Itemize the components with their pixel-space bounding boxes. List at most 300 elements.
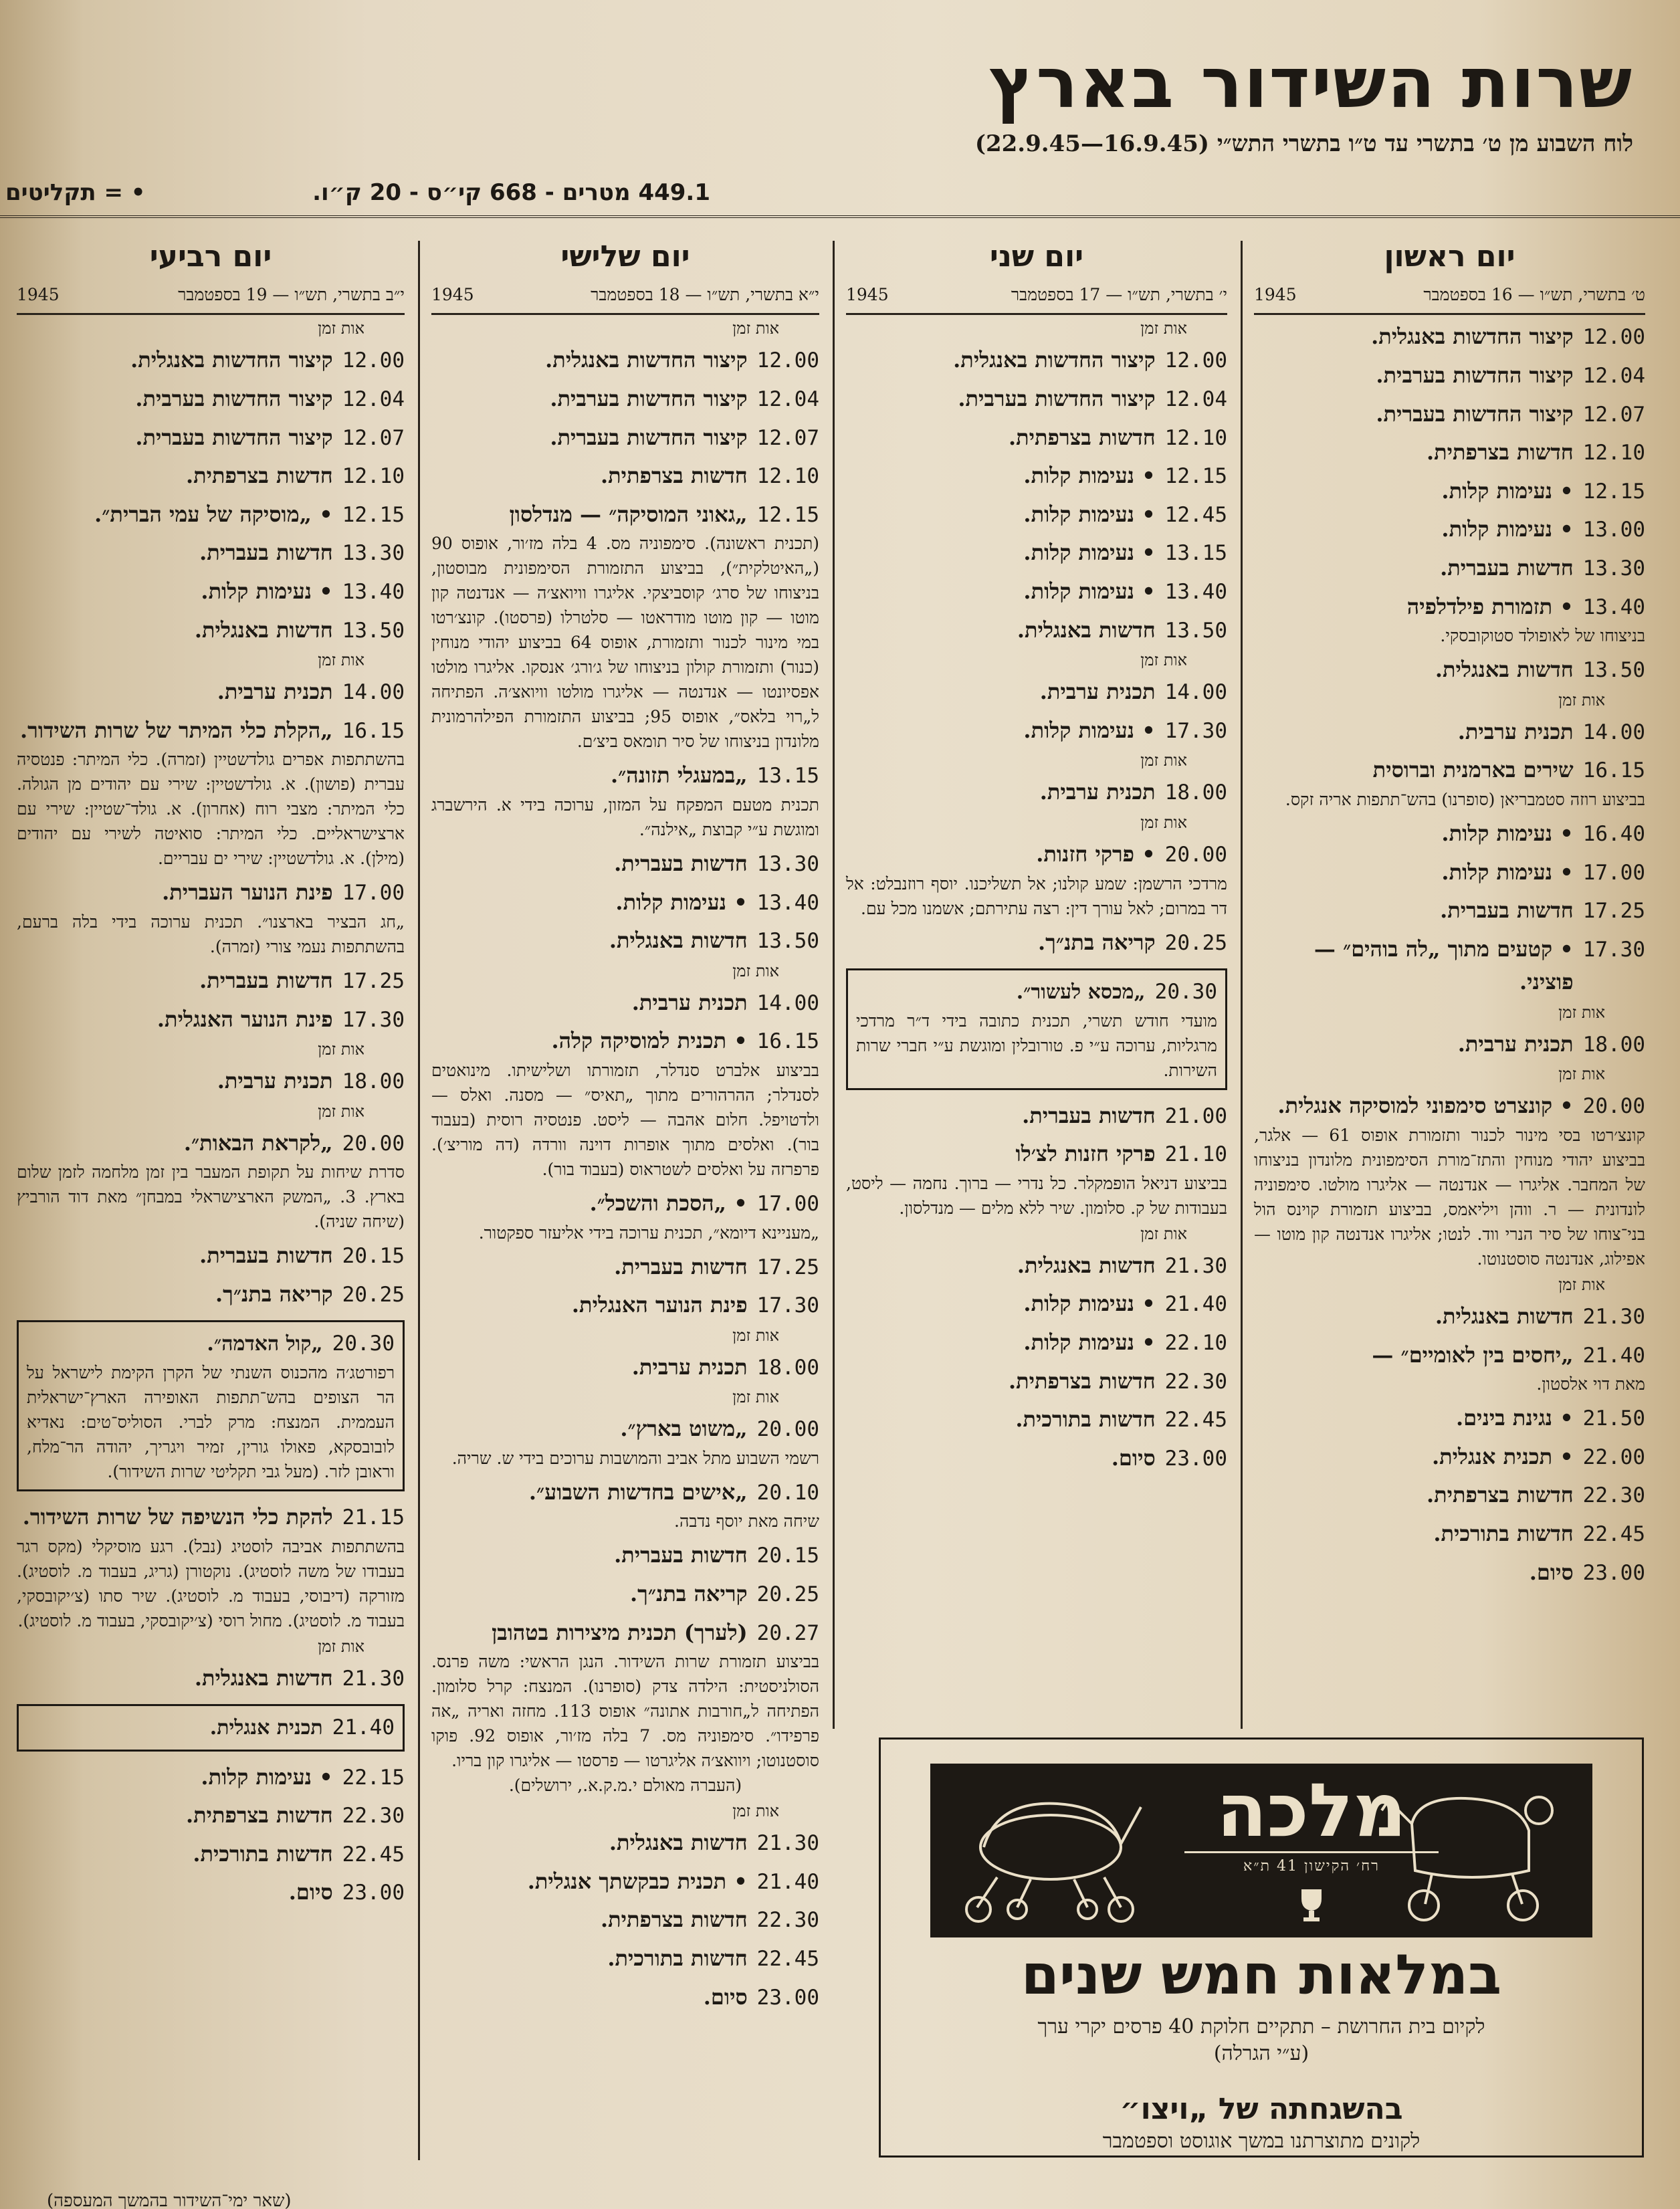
program-details: בביצוע תזמורת שרות השידור. הנגן הראשי: משה פרנס. הסולניסטית: הילדה צדק (סופרנו). המנצח: קרל סלומון. הפתיחה ל„חורבות אתונה״ אופוס 113. מחזה ואריה „אה פרפידו״. סימפוניה מס. 7 בלה מז׳ור, אופוס 92. פוקו סוסטנוטו; ויוואצ׳ה אליגרטו — פרסטו — אליגרו קון בריו. xyxy=(431,1652,819,1771)
program-entry xyxy=(431,1616,819,1774)
program-entry xyxy=(431,986,819,1020)
program-entry xyxy=(17,1876,405,1909)
time-signal: אות זמן xyxy=(1558,1065,1605,1084)
program-time: 21.40 xyxy=(1582,1343,1645,1368)
program-title: „משוט בארץ״. xyxy=(620,1416,748,1442)
program-details: (תכנית ראשונה). סימפוניה מס. 4 בלה מז׳ור, אופוס 90 („האיטלקית״), בביצוע התזמורת הסימפונית מבוסטון, בניצוחו של סרג׳ קוסביצקי. אליגרו וויואצ׳ה — אנדנטה קון מוטו — קון מוטו מודראטו — סלטרלו (פרסטו). קונצ׳רטו במי מינור לכנור ותזמורת, אופוס 64 בביצוע יהודי מנוחין (כנור) ותזמורת קולון בניצוחו של ג׳ורג׳ אנסקו. אליגרו מולטו אפסיונטו — אנדנטה — אליגרו מולטו וויואצ׳ה. הפתיחה ל„רוי בלאס״, אופוס 95; בביצוע התזמורת הפילהרמונית מלונדון בניצוחו של סיר תומאס ביצ׳ם. xyxy=(431,534,820,752)
program-entry xyxy=(846,1138,1227,1221)
program-line xyxy=(17,1239,405,1273)
program-title: קריאה בתנ״ך. xyxy=(1037,929,1156,955)
stroller-illustration-right xyxy=(1378,1784,1566,1924)
program-title: חדשות בעברית. xyxy=(614,850,748,876)
program-entry xyxy=(1254,320,1645,354)
program-line xyxy=(846,383,1227,416)
time-signal: אות זמן xyxy=(1558,690,1605,710)
program-entry xyxy=(1254,1028,1645,1061)
program-title: חדשות בעברית. xyxy=(199,540,333,566)
time-signal: אות זמן xyxy=(318,1040,364,1059)
program-line xyxy=(1254,398,1645,431)
program-time: 20.25 xyxy=(342,1282,405,1307)
program-line xyxy=(856,976,1217,1009)
program-time: 13.50 xyxy=(756,929,819,954)
program-entry xyxy=(846,675,1227,709)
program-entry xyxy=(846,1403,1227,1437)
date-year: 1945 xyxy=(1254,285,1297,305)
program-line xyxy=(1254,1028,1645,1061)
program-title: תכנית ערבית. xyxy=(1039,679,1156,705)
time-signal: אות זמן xyxy=(732,319,779,338)
program-line xyxy=(846,1138,1227,1171)
program-title: חדשות בצרפתית. xyxy=(600,1907,748,1933)
program-time: 21.50 xyxy=(1582,1406,1645,1431)
program-entry xyxy=(17,1501,405,1633)
program-time: 21.30 xyxy=(1582,1305,1645,1330)
program-line xyxy=(1254,856,1645,889)
program-details: בניצוחו של לאופולד סטוקובסקי. xyxy=(1440,626,1645,646)
program-line xyxy=(846,459,1227,493)
program-time: 18.00 xyxy=(1164,780,1227,805)
program-line xyxy=(1254,436,1645,469)
program-line xyxy=(846,1249,1227,1283)
program-title: פינת הנוער האנגלית. xyxy=(571,1292,748,1318)
program-title: • נעימות קלות. xyxy=(1023,463,1156,489)
program-line xyxy=(1254,1339,1645,1372)
program-details: בביצוע רוזה סטמבריאן (סופרנו) בהש־תתפות אריה זקס. xyxy=(1285,789,1645,809)
program-title: • נעימות קלות. xyxy=(1023,1329,1156,1355)
program-entry xyxy=(431,1865,819,1899)
program-title: שירים בארמנית וברוסית xyxy=(1372,757,1574,783)
time-signal: אות זמן xyxy=(318,1101,364,1121)
program-entry xyxy=(846,536,1227,570)
program-entry xyxy=(846,344,1227,377)
program-line xyxy=(17,1501,405,1534)
program-entry xyxy=(846,926,1227,960)
program-entry xyxy=(431,759,819,842)
program-line xyxy=(17,1799,405,1832)
program-entry xyxy=(431,1025,819,1182)
program-title: „אישים בחדשות השבוע״. xyxy=(528,1479,748,1505)
program-entry xyxy=(17,1003,405,1037)
date-hebrew: י״א בתשרי, תש״ו — 18 בספטמבר xyxy=(591,285,819,305)
program-time: 17.30 xyxy=(756,1293,819,1318)
program-time: 22.30 xyxy=(1164,1369,1227,1394)
program-line xyxy=(1254,320,1645,354)
program-line xyxy=(846,575,1227,609)
date-hebrew: י״ב בתשרי, תש״ו — 19 בספטמבר xyxy=(178,285,405,305)
program-title: • תזמורת פילדלפיה xyxy=(1406,593,1574,619)
program-line xyxy=(431,1826,819,1860)
program-line xyxy=(431,924,819,958)
program-time: 13.40 xyxy=(342,579,405,604)
program-entry xyxy=(431,1476,819,1534)
program-entry xyxy=(1254,894,1645,928)
program-time: 17.25 xyxy=(756,1255,819,1279)
program-line xyxy=(431,1942,819,1976)
program-title: קיצור החדשות באנגלית. xyxy=(545,347,748,373)
program-line xyxy=(431,1251,819,1284)
program-time: 12.10 xyxy=(342,464,405,489)
program-line xyxy=(17,498,405,532)
program-title: קיצור החדשות באנגלית. xyxy=(130,347,333,373)
day-column xyxy=(17,241,405,1909)
program-details: תכנית מטעם המפקח על המזון, ערוכה בידי א. הירשברג ומוגשת ע״י קבוצת „אילנה״. xyxy=(431,795,819,839)
program-line xyxy=(17,675,405,709)
program-entry xyxy=(1254,1517,1645,1551)
program-line xyxy=(17,1876,405,1909)
program-line xyxy=(17,421,405,455)
program-title: קיצור החדשות באנגלית. xyxy=(953,347,1156,373)
program-title: להקת כלי הנשיפה של שרות השידור. xyxy=(22,1503,333,1530)
program-line xyxy=(17,714,405,748)
program-title: (לערך) תכנית מיצירות בטהובן xyxy=(492,1619,748,1645)
program-time: 12.45 xyxy=(1164,502,1227,527)
program-title: חדשות בצרפתית. xyxy=(185,463,333,489)
program-title: • נעימות קלות. xyxy=(1441,859,1574,885)
program-time: 13.40 xyxy=(1582,595,1645,619)
program-line xyxy=(846,838,1227,871)
program-line xyxy=(846,498,1227,532)
program-time: 12.04 xyxy=(342,387,405,411)
program-entry xyxy=(17,344,405,377)
program-line xyxy=(17,1761,405,1794)
program-line xyxy=(27,1328,395,1360)
date-year: 1945 xyxy=(17,285,60,305)
program-title: • נעימות קלות. xyxy=(1441,478,1574,504)
program-line xyxy=(431,1412,819,1446)
day-date xyxy=(431,285,819,315)
program-time: 20.25 xyxy=(756,1582,819,1607)
program-time: 17.00 xyxy=(1582,860,1645,885)
day-date xyxy=(846,285,1227,315)
program-time: 20.00 xyxy=(1164,842,1227,867)
program-entry xyxy=(1254,716,1645,749)
program-line xyxy=(1254,817,1645,851)
program-title: חדשות באנגלית. xyxy=(1017,617,1156,643)
time-signal: אות זמן xyxy=(732,961,779,980)
program-line xyxy=(1254,933,1645,999)
program-title: • נעימות קלות. xyxy=(201,578,333,604)
program-line xyxy=(1254,1402,1645,1435)
program-entry xyxy=(431,924,819,958)
program-title: חדשות באנגלית. xyxy=(1017,1252,1156,1278)
program-details: „מעניינא דיומא״, תכנית ערוכה בידי אליעזר ספקטור. xyxy=(478,1223,819,1243)
program-entry xyxy=(431,847,819,881)
program-details: מאת דוי אלסטון. xyxy=(1536,1374,1645,1394)
time-signal: אות זמן xyxy=(1558,1275,1605,1295)
program-title: פינת הנוער האנגלית. xyxy=(156,1006,333,1032)
program-entry xyxy=(431,1187,819,1245)
time-signal: אות זמן xyxy=(1140,813,1187,832)
program-title: חדשות בצרפתית. xyxy=(1008,424,1156,450)
program-line xyxy=(17,575,405,609)
program-line xyxy=(17,459,405,493)
program-title: • נגינת בינים. xyxy=(1455,1405,1574,1431)
ad-prize-line: לקיום בית החרושת – תתקיים חלוקת 40 פרסים יקרי ערך xyxy=(1037,2015,1485,2038)
day-date xyxy=(17,285,405,315)
program-line xyxy=(17,614,405,647)
program-time: 16.15 xyxy=(1582,758,1645,783)
ad-headline: במלאות חמש שנים xyxy=(1021,1943,1502,2007)
program-time: 12.07 xyxy=(342,425,405,450)
ad-supervision: בהשגחתה של „ויצו״ xyxy=(1120,2092,1403,2126)
program-line xyxy=(1254,591,1645,624)
program-title: חדשות בתורכית. xyxy=(1433,1521,1574,1547)
time-signal: אות זמן xyxy=(1558,1003,1605,1022)
column-divider xyxy=(833,241,835,1729)
program-line xyxy=(846,1326,1227,1360)
program-time: 21.15 xyxy=(342,1505,405,1530)
program-entry xyxy=(431,1251,819,1284)
program-entry xyxy=(431,383,819,416)
program-title: קיצור החדשות בערבית. xyxy=(550,385,748,411)
program-entry xyxy=(1254,552,1645,585)
program-time: 16.40 xyxy=(1582,821,1645,846)
program-title: פרקי חזנות לצ׳לו xyxy=(1015,1141,1156,1167)
column-divider xyxy=(418,241,420,2160)
program-time: 23.00 xyxy=(1582,1560,1645,1585)
program-title: חדשות בתורכית. xyxy=(1015,1406,1156,1433)
program-title: • „מוסיקה של עמי הברית״. xyxy=(94,501,333,527)
program-entry xyxy=(846,838,1227,921)
program-line xyxy=(431,1539,819,1572)
program-line xyxy=(17,1003,405,1037)
program-title: חדשות בעברית. xyxy=(1440,554,1574,581)
program-time: 23.00 xyxy=(342,1881,405,1905)
program-entry xyxy=(1254,1402,1645,1435)
program-time: 20.10 xyxy=(756,1480,819,1505)
program-time: 12.00 xyxy=(1164,348,1227,373)
program-time: 12.15 xyxy=(342,502,405,527)
program-title: סיום. xyxy=(288,1879,333,1905)
program-title: חדשות באנגלית. xyxy=(1435,657,1574,683)
program-title: • נעימות קלות. xyxy=(1023,540,1156,566)
program-time: 14.00 xyxy=(1582,720,1645,744)
program-title: חדשות בצרפתית. xyxy=(185,1802,333,1828)
program-time: 21.40 xyxy=(332,1715,395,1740)
program-title: • נעימות קלות. xyxy=(201,1764,333,1790)
program-line xyxy=(1254,716,1645,749)
program-time: 12.07 xyxy=(1582,402,1645,427)
program-title: חדשות בעברית. xyxy=(1022,1102,1156,1128)
program-title: תכנית אנגלית. xyxy=(209,1716,323,1740)
program-title: סיום. xyxy=(1529,1559,1574,1585)
program-entry xyxy=(846,1365,1227,1398)
program-title: „לקראת הבאות״. xyxy=(183,1130,333,1156)
program-time: 14.00 xyxy=(342,680,405,705)
program-entry xyxy=(846,575,1227,609)
program-line xyxy=(431,1981,819,2014)
program-time: 17.25 xyxy=(1582,899,1645,924)
program-time: 20.15 xyxy=(756,1544,819,1568)
program-time: 23.00 xyxy=(756,1985,819,2010)
program-time: 21.30 xyxy=(756,1831,819,1856)
program-title: „גאוני המוסיקה״ — מנדלסון xyxy=(509,501,748,527)
program-title: • נעימות קלות. xyxy=(1441,516,1574,542)
program-entry xyxy=(431,1351,819,1384)
program-time: 14.00 xyxy=(1164,680,1227,705)
program-entry xyxy=(431,1539,819,1572)
program-entry xyxy=(846,459,1227,493)
program-line xyxy=(1254,513,1645,546)
program-details: רפורטג׳ה מהכנוס השנתי של הקרן הקימת לישראל על הר הצופים בהש־תתפות האופירה הארץ־ישראלית העממית. המנצח: מרק לברי. הסוליס־טים: נאדיא לובובסקא, פאולו גורין, זמיר ויגריך, יהודה הר־מלח, וראובן לזר. (מעל גבי תקליטי שרות השידור). xyxy=(27,1362,395,1481)
program-time: 13.30 xyxy=(342,541,405,566)
program-time: 12.10 xyxy=(1164,425,1227,450)
program-time: 20.30 xyxy=(332,1332,395,1356)
program-title: חדשות בעברית. xyxy=(1440,898,1574,924)
program-entry xyxy=(1254,1089,1645,1271)
program-time: 22.30 xyxy=(342,1804,405,1828)
program-line xyxy=(27,1711,395,1744)
program-line xyxy=(17,344,405,377)
day-column xyxy=(846,241,1227,1475)
program-entry xyxy=(846,1099,1227,1133)
program-title: • קונצרט סימפוני למוסיקה אנגלית. xyxy=(1277,1093,1574,1119)
program-title: קריאה בתנ״ך. xyxy=(215,1281,333,1307)
program-line xyxy=(17,1065,405,1098)
program-line xyxy=(1254,754,1645,787)
program-line xyxy=(431,1187,819,1221)
program-title: קריאה בתנ״ך. xyxy=(629,1581,748,1607)
program-line xyxy=(431,1578,819,1611)
header-rule xyxy=(0,215,1680,218)
program-time: 17.30 xyxy=(1164,718,1227,743)
program-entry xyxy=(17,1838,405,1871)
program-details: „חג הבציר בארצנו״. תכנית ערוכה בידי בלה ברעם, בהשתתפות נעמי צורי (זמרה). xyxy=(17,912,405,956)
program-line xyxy=(17,1278,405,1311)
time-signal: אות זמן xyxy=(318,319,364,338)
program-line xyxy=(1254,475,1645,508)
program-time: 20.15 xyxy=(342,1244,405,1269)
program-details: מועדי חודש תשרי, תכנית כתובה בידי ד״ר מרדכי מרגליות, ערוכה ע״י פ. טורובלין ומוגשת ע״י חברי שרות השירות. xyxy=(856,1011,1217,1080)
date-year: 1945 xyxy=(846,285,889,305)
program-line xyxy=(846,1287,1227,1321)
program-entry xyxy=(17,614,405,647)
program-title: חדשות בצרפתית. xyxy=(1008,1368,1156,1394)
program-time: 13.30 xyxy=(1582,556,1645,581)
program-title: • קטעים מתוך „לה בוהים״ — פוציני. xyxy=(1314,936,1574,995)
time-signal: אות זמן xyxy=(1140,651,1187,670)
program-time: 13.15 xyxy=(756,764,819,788)
ad-logo-panel xyxy=(930,1764,1592,1937)
program-entry xyxy=(1254,1300,1645,1334)
program-title: • פרקי חזנות. xyxy=(1036,841,1156,867)
program-title: קיצור החדשות בעברית. xyxy=(135,424,333,450)
program-title: חדשות בעברית. xyxy=(199,1243,333,1269)
program-title: קיצור החדשות בערבית. xyxy=(135,385,333,411)
program-time: 20.27 xyxy=(756,1620,819,1645)
program-entry xyxy=(431,1903,819,1937)
program-time: 21.40 xyxy=(1164,1292,1227,1317)
program-time: 16.15 xyxy=(342,718,405,743)
program-entry xyxy=(846,614,1227,647)
program-title: תכנית ערבית. xyxy=(217,679,333,705)
malka-advertisement xyxy=(879,1738,1644,2158)
program-time: 22.30 xyxy=(1582,1483,1645,1508)
day-name: יום רביעי xyxy=(149,239,272,274)
program-time: 13.50 xyxy=(1164,618,1227,643)
program-time: 22.45 xyxy=(342,1842,405,1867)
program-time: 16.15 xyxy=(756,1029,819,1054)
program-time: 21.00 xyxy=(1164,1103,1227,1128)
program-line xyxy=(17,876,405,910)
program-time: 20.00 xyxy=(342,1131,405,1156)
program-line xyxy=(431,1025,819,1058)
program-title: חדשות באנגלית. xyxy=(609,1830,748,1856)
program-title: חדשות בצרפתית. xyxy=(1426,439,1574,465)
date-hebrew: י׳ בתשרי, תש״ו — 17 בספטמבר xyxy=(1011,285,1227,305)
program-title: • נעימות קלות. xyxy=(1023,1291,1156,1317)
program-title: תכנית ערבית. xyxy=(631,1354,748,1380)
program-line xyxy=(431,847,819,881)
program-details: בהשתתפות אביבה לוסטיג (נבל). רגע מוסיקלי (מקס רגר בעבודו של משה לוסטיג). נוקטורן (גריג, בעבוד מ. לוסטיג). מזורקה (דיבוסי, בעבוד מ. לוסטיג). שיר סתו (צ׳יקובסקי, בעבוד מ. לוסטיג). מחול רוסי (צ׳יקובסקי, בעבוד מ. לוסטיג). xyxy=(17,1536,405,1631)
boxed-program xyxy=(17,1320,405,1491)
program-time: 12.10 xyxy=(1582,441,1645,465)
frequency-text: 449.1 מטרים - 668 קי״ס - 20 ק״ו. xyxy=(312,179,710,206)
program-time: 23.00 xyxy=(1164,1446,1227,1471)
program-entry xyxy=(431,886,819,920)
boxed-program xyxy=(17,1704,405,1752)
program-details: בביצוע אלברט סנדלר, תזמורתו ושלישיתו. מינואטים לסנדלר; ההרהורים מתוך „תאיס״ — מסנה. ואלס — ולדטויפל. חלום אהבה — ליסט. פנטסיה רוסית (בעבוד בור). ואלסים מתוך אופרות דוינה וורדה (דה מוריצ׳). פרפרזה על ואלסים לשטראוס (בעבוד בור). xyxy=(431,1060,819,1179)
program-time: 12.00 xyxy=(1582,325,1645,350)
program-time: 22.45 xyxy=(756,1947,819,1972)
program-title: חדשות באנגלית. xyxy=(194,617,333,643)
program-title: חדשות בתורכית. xyxy=(607,1945,748,1972)
program-entry xyxy=(431,1826,819,1860)
day-column xyxy=(1254,241,1645,1589)
program-entry xyxy=(431,421,819,455)
date-year: 1945 xyxy=(431,285,474,305)
program-time: 12.00 xyxy=(342,348,405,373)
program-entry xyxy=(1254,398,1645,431)
time-signal: אות זמן xyxy=(732,1326,779,1345)
program-title: קיצור החדשות בעברית. xyxy=(550,424,748,450)
program-note: (העברה מאולם י.מ.ק.א., ירושלים). xyxy=(508,1776,742,1796)
program-line xyxy=(1254,1089,1645,1123)
program-time: 12.15 xyxy=(756,502,819,527)
program-entry xyxy=(17,421,405,455)
program-line xyxy=(1254,1441,1645,1474)
program-time: 18.00 xyxy=(756,1355,819,1380)
program-entry xyxy=(1254,513,1645,546)
program-title: קיצור החדשות בערבית. xyxy=(1376,362,1574,388)
day-date xyxy=(1254,285,1645,315)
program-title: • „הסכת והשכל״. xyxy=(589,1190,748,1216)
program-time: 17.30 xyxy=(1582,937,1645,962)
program-title: חדשות בעברית. xyxy=(614,1253,748,1279)
page-subtitle: לוח השבוע מן ט׳ בתשרי עד ט״ו בתשרי התש״י (16.9.45—22.9.45) xyxy=(974,130,1633,158)
program-line xyxy=(1254,1300,1645,1334)
program-line xyxy=(431,1289,819,1322)
program-line xyxy=(846,421,1227,455)
program-entry xyxy=(431,1289,819,1322)
program-entry xyxy=(17,876,405,959)
program-title: קיצור החדשות באנגלית. xyxy=(1371,324,1574,350)
program-line xyxy=(1254,1517,1645,1551)
program-entry xyxy=(17,1239,405,1273)
program-line xyxy=(1254,1556,1645,1590)
program-title: תכנית ערבית. xyxy=(631,989,748,1015)
date-hebrew: ט׳ בתשרי, תש״ו — 16 בספטמבר xyxy=(1423,285,1645,305)
program-time: 13.40 xyxy=(1164,579,1227,604)
program-title: • נעימות קלות. xyxy=(1441,820,1574,846)
program-time: 13.00 xyxy=(1582,518,1645,542)
program-entry xyxy=(431,1412,819,1471)
program-title: תכנית ערבית. xyxy=(217,1068,333,1094)
program-line xyxy=(431,986,819,1020)
program-time: 21.40 xyxy=(756,1869,819,1894)
program-time: 21.30 xyxy=(1164,1253,1227,1278)
program-details: רשמי השבוע מתל אביב והמושבות ערוכים בידי ש. שריה. xyxy=(451,1448,819,1468)
